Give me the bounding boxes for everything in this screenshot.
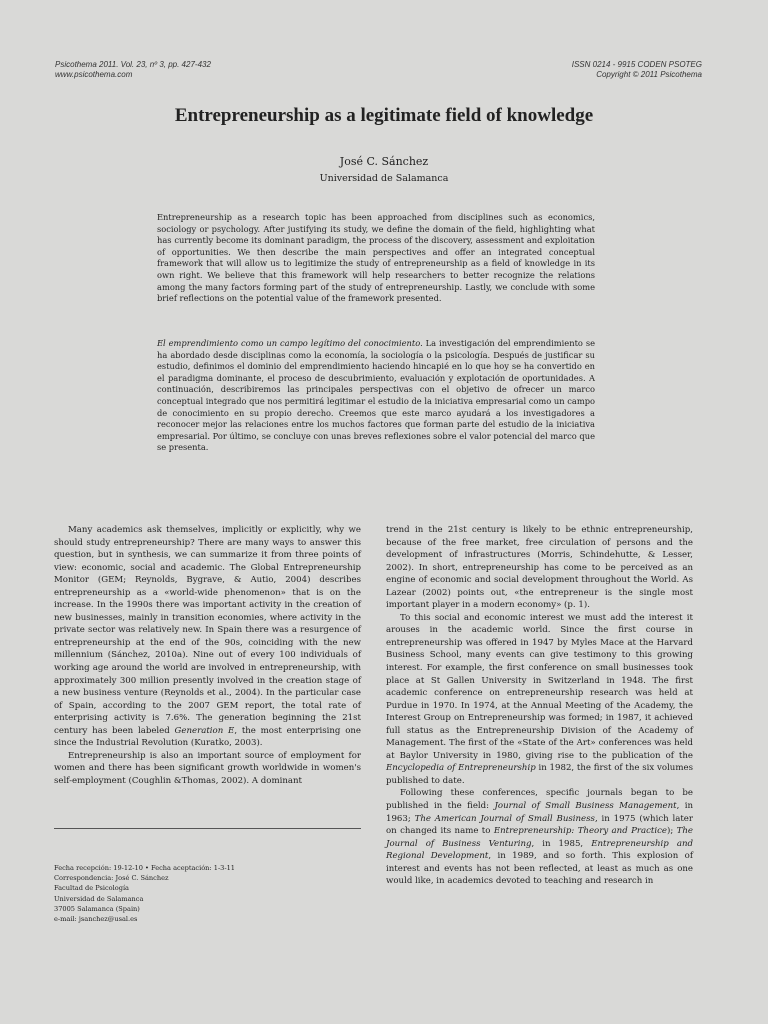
abstract-spanish-body: La investigación del emprendimiento se ha abordado desde disciplinas como la economía, la sociología o la psicología. Después de justificar su estudio, definimos el dominio del emprendimiento haciendo hincapié en lo que hoy se ha convertido en el paradigma dominante, el proceso de descubrimiento, evaluación y explotación de oportunidades. A continuación, describiremos las principales perspectivas con el objetivo de ofrecer un marco conceptual integrado que nos permitirá legitimar el estudio de la iniciativa empresarial como un campo de conocimiento en su propio derecho. Creemos que este marco ayudará a los investigadores a reconocer mejor las relaciones entre los muchos factores que forman parte del estudio de la iniciativa empresarial. Por último, se concluye con unas breves reflexiones sobre el valor potencial del marco que se presenta. [157, 338, 595, 453]
paragraph-text: , in 1963; [386, 801, 693, 824]
paragraph-text: , in 1975 (which later on changed its name to [386, 813, 694, 837]
body-right-column [386, 524, 693, 888]
article-author: José C. Sánchez [339, 155, 429, 168]
footnote-university: Universidad de Salamanca [54, 894, 144, 903]
journal-name: The Journal of Business Venturing [386, 826, 693, 849]
journal-issn-block [572, 60, 702, 80]
abstract-english: Entrepreneurship as a research topic has been approached from disciplines such as economics, sociology or psychology. After justifying its study, we define the domain of the field, highlighting what has currently become its dominant paradigm, the process of the discovery, assessment and exploitation of opportunities. We then describe the main perspectives and offer an integrated conceptual framework that will allow us to legitimize the study of entrepreneurship as a field of knowledge in its own right. We believe that this framework will help researchers to better recognize the relations among the many factors forming part of the study of entrepreneurship. Lastly, we conclude with some brief reflections on the potential value of the framework presented. [157, 212, 595, 304]
paragraph-italic: Encyclopedia of Entrepreneurship [386, 763, 536, 774]
paragraph: trend in the 21st century is likely to be ethnic entrepreneurship, because of the free market, free circulation of persons and the development of infrastructures (Morris, Schindehutte, & Lesser, 2002). In short, entrepreneurship has come to be perceived as an engine of economic and social development throughout the World. As Lazear (2002) points out, «the entrepreneur is the single most important player in a modern economy» (p. 1). [386, 525, 693, 611]
journal-reference: Psicothema 2011. Vol. 23, nº 3, pp. 427-432 [55, 60, 211, 69]
article-title: Entrepreneurship as a legitimate field of knowledge [174, 105, 594, 126]
paragraph-text: Following these conferences, specific journals began to be published in the field: [386, 788, 693, 812]
paragraph [386, 612, 693, 788]
abstract-spanish-title: El emprendimiento como un campo legítimo del conocimiento. [157, 338, 423, 348]
body-left-column [54, 524, 361, 787]
journal-name: The American Journal of Small Business [414, 813, 595, 824]
journal-name: Entrepreneurship and Regional Development [386, 838, 694, 862]
journal-citation [55, 60, 211, 80]
abstract-spanish [157, 338, 595, 454]
journal-name: Entrepreneurship: Theory and Practice [493, 826, 668, 837]
footnote-dates: Fecha recepción: 19-12-10 • Fecha aceptación: 1-3-11 [54, 864, 235, 872]
paragraph-text: , in 1989, and so forth. This explosion of interest and events has not been reflected, at least as much as one would like, in academics devoted to teaching and research in [386, 851, 693, 887]
paragraph-text: , in 1985, [531, 838, 592, 849]
paragraph-text: ); [667, 826, 677, 837]
correspondence-footnote [54, 863, 361, 924]
paragraph-text: To this social and economic interest we must add the interest it arouses in the academic world. Since the first course in entrepreneurship was offered in 1947 by Myles Mace at the Harvard Business School, many events can give testimony to this growing interest. For example, the first conference on small businesses took place at St Gallen University in Switzerland in 1948. The first academic conference on entrepreneurship research was held at Purdue in 1970. In 1974, at the Annual Meeting of the Academy, the Interest Group on Entrepreneurship was formed; in 1987, it achieved full status as the Entrepreneurship Division of the Academy of Management. The first of the «State of the Art» conferences was held at Baylor University in 1980, giving rise to the publication of the [386, 612, 693, 761]
journal-issn: ISSN 0214 - 9915 CODEN PSOTEG [571, 60, 702, 69]
journal-copyright: Copyright © 2011 Psicothema [596, 70, 702, 79]
journal-name: Journal of Small Business Management [494, 801, 677, 812]
footnote-faculty: Facultad de Psicología [54, 884, 129, 893]
author-affiliation: Universidad de Salamanca [319, 173, 449, 184]
footnote-divider [54, 828, 361, 829]
paragraph: Entrepreneurship is also an important source of employment for women and there has been significant growth worldwide in women's self-employment (Coughlin &Thomas, 2002). A dominant [54, 750, 361, 786]
footnote-city: 37005 Salamanca (Spain) [54, 904, 140, 913]
paragraph [54, 524, 361, 750]
paragraph-text: in 1982, the first of the six volumes published to date. [386, 763, 693, 786]
paragraph-text: Many academics ask themselves, implicitly or explicitly, why we should study entrepreneurship? There are many ways to answer this question, but in synthesis, we can summarize it from three points of view: economic, social and academic. The Global Entrepreneurship Monitor (GEM; Reynolds, Bygrave, & Autio, 2004) describes entrepreneurship as a «world-wide phenomenon» that is on the increase. In the 1990s there was important activity in the creation of new businesses, mainly in transition economies, where activity in the private sector was relatively new. In Spain there was a resurgence of entrepreneurship at the end of the 90s, coinciding with the new millennium (Sánchez, 2010a). Nine out of every 100 individuals of working age around the world are involved in entrepreneurship, with approximately 300 million presently involved in the creation stage of a new business venture (Reynolds et al., 2004). In the particular case of Spain, according to the 2007 GEM report, the total rate of enterprising activity is 7.6%. The generation beginning the 21st century has been labeled [54, 525, 361, 736]
footnote-correspondence: Correspondencia: José C. Sánchez [54, 874, 169, 883]
paragraph-text: , the most enterprising one since the Industrial Revolution (Kuratko, 2003). [54, 725, 361, 749]
journal-website[interactable]: www.psicothema.com [55, 70, 133, 79]
paragraph-italic: Generation E [174, 725, 235, 736]
footnote-email[interactable]: e-mail: jsanchez@usal.es [54, 915, 138, 924]
paragraph [386, 787, 693, 887]
